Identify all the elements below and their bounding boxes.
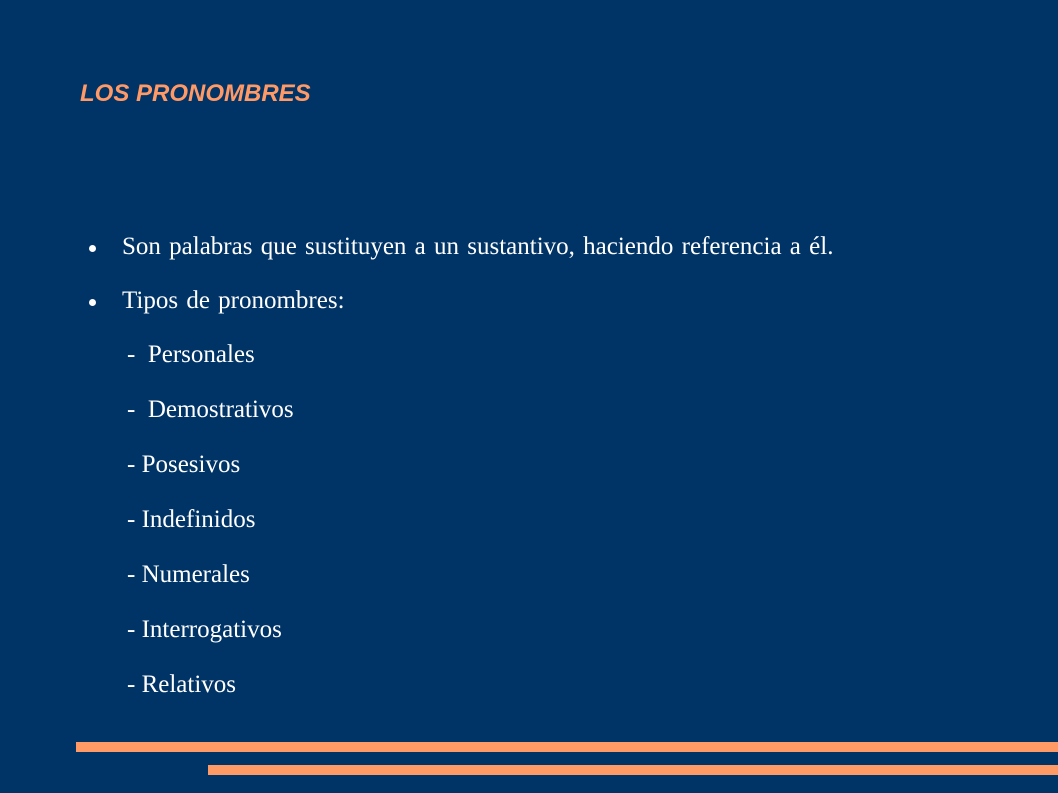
pronoun-type-item: - Numerales xyxy=(127,561,250,588)
decorative-bar-bottom xyxy=(208,765,1058,775)
bullet-text: Son palabras que sustituyen a un sustantivo, haciendo referencia a él. xyxy=(122,233,834,260)
bullet-item xyxy=(80,284,980,318)
decorative-bar-top xyxy=(76,742,1058,752)
pronoun-type-item: - Demostrativos xyxy=(127,396,294,423)
bullet-dot-icon xyxy=(89,299,96,306)
pronoun-type-item: - Personales xyxy=(127,341,255,368)
bullet-dot-icon xyxy=(89,245,96,252)
slide-title: LOS PRONOMBRES xyxy=(80,80,311,107)
bullet-item xyxy=(80,230,980,264)
pronoun-type-item: - Interrogativos xyxy=(127,616,282,643)
slide-content xyxy=(80,230,980,723)
bullet-text: Tipos de pronombres: xyxy=(122,287,345,314)
pronoun-type-item: - Indefinidos xyxy=(127,506,256,533)
pronoun-type-item: - Posesivos xyxy=(127,451,241,478)
pronoun-type-item: - Relativos xyxy=(127,671,237,698)
